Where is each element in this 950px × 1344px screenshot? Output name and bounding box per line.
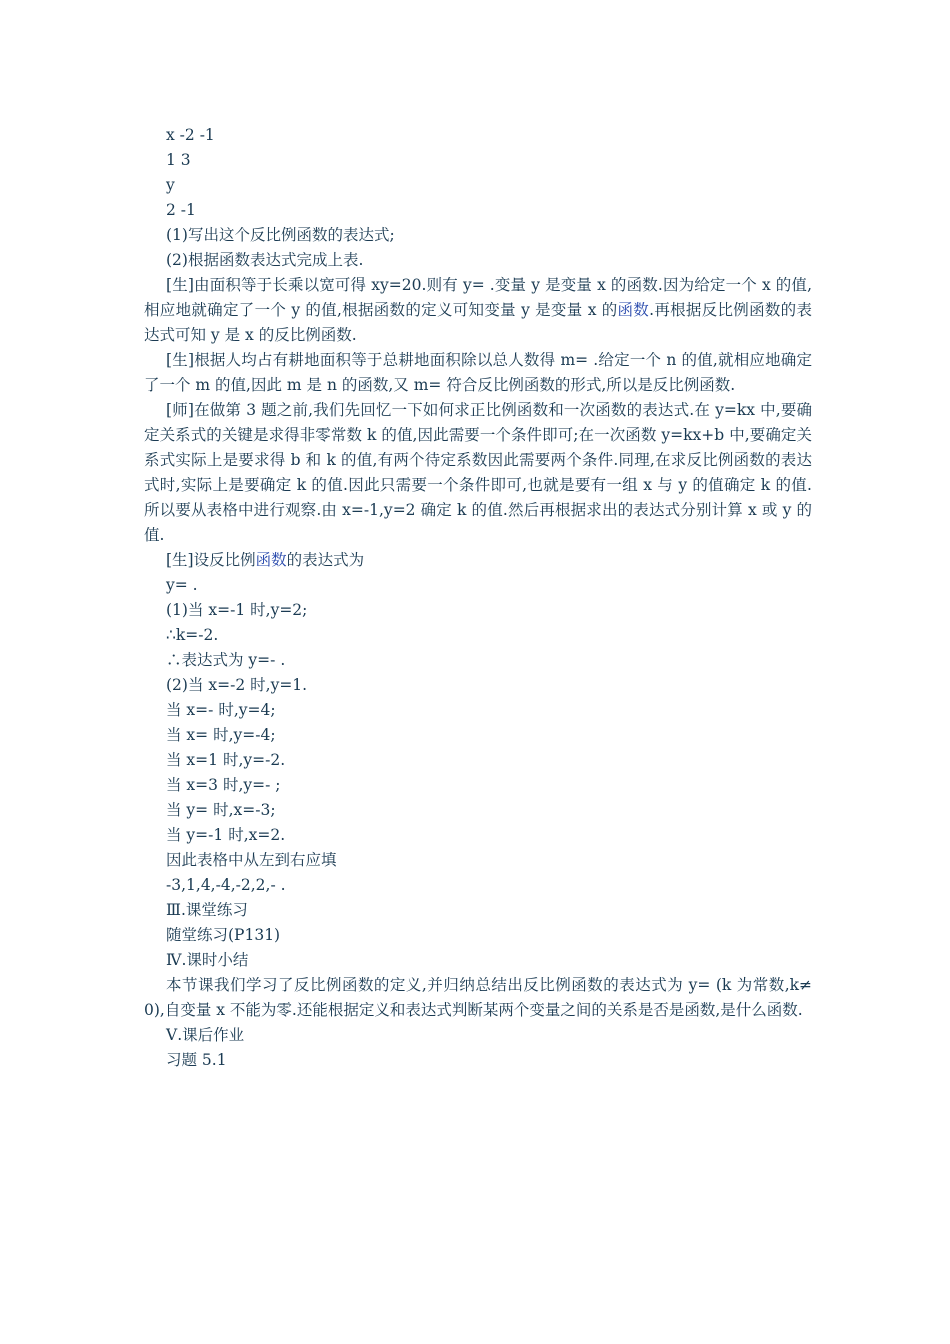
section-heading-homework: Ⅴ.课后作业 xyxy=(166,1026,245,1044)
practice-item: 随堂练习(P131) xyxy=(166,926,281,944)
question-1: (1)写出这个反比例函数的表达式; xyxy=(166,226,395,244)
function-link[interactable]: 函数 xyxy=(255,551,287,569)
paragraph-farmland: [生]根据人均占有耕地面积等于总耕地面积除以总人数得 m= .给定一个 n 的值,就相应地确定了一个 m 的值,因此 m 是 n 的函数,又 m= 符合反比例函数的形式,所以是反比例函数. xyxy=(144,351,812,394)
solution-line: -3,1,4,-4,-2,2,- . xyxy=(166,876,286,894)
paragraph-teacher: [师]在做第 3 题之前,我们先回忆一下如何求正比例函数和一次函数的表达式.在 y=kx 中,要确定关系式的关键是求得非零常数 k 的值,因此需要一个条件即可;在一次函数 y=kx+b 中,要确定关系式实际上是要求得 b 和 k 的值,有两个待定系数因此需要两个条件.同理,在求反比例函数的表达式时,实际上是要确定 k 的值.因此只需要一个条件即可,也就是要有一组 x 与 y 的值确定 k 的值.所以要从表格中进行观察.由 x=-1,y=2 确定 k 的值.然后再根据求出的表达式分别计算 x 或 y 的值. xyxy=(144,401,812,544)
homework-item: 习题 5.1 xyxy=(166,1051,227,1069)
table-row-x: x -2 -1 xyxy=(166,126,215,144)
solution-line: ∴k=-2. xyxy=(166,626,219,644)
solution-line: 当 x=1 时,y=-2. xyxy=(166,751,286,769)
paragraph-summary: 本节课我们学习了反比例函数的定义,并归纳总结出反比例函数的表达式为 y= (k 为常数,k≠0),自变量 x 不能为零.还能根据定义和表达式判断某两个变量之间的关系是否是函数,是什么函数. xyxy=(144,976,812,1019)
section-heading-summary: Ⅳ.课时小结 xyxy=(166,951,249,969)
section-heading-practice: Ⅲ.课堂练习 xyxy=(166,901,248,919)
solution-line: 当 x=3 时,y=- ; xyxy=(166,776,281,794)
solution-line: 当 y= 时,x=-3; xyxy=(166,801,276,819)
solution-line: 当 x= 时,y=-4; xyxy=(166,726,276,744)
question-2: (2)根据函数表达式完成上表. xyxy=(166,251,364,269)
table-row-x-cont: 1 3 xyxy=(166,151,191,169)
solution-line: (2)当 x=-2 时,y=1. xyxy=(166,676,308,694)
document-body xyxy=(144,123,812,1073)
solution-line: y= . xyxy=(166,576,198,594)
table-row-y: y xyxy=(166,176,175,194)
solution-line: 因此表格中从左到右应填 xyxy=(166,851,337,869)
solution-line: (1)当 x=-1 时,y=2; xyxy=(166,601,308,619)
student-answer-intro: [生]设反比例函数的表达式为 xyxy=(166,551,365,569)
function-link[interactable]: 函数 xyxy=(617,301,650,319)
table-row-y-cont: 2 -1 xyxy=(166,201,196,219)
solution-line: 当 x=- 时,y=4; xyxy=(166,701,276,719)
paragraph-area: [生]由面积等于长乘以宽可得 xy=20.则有 y= .变量 y 是变量 x 的函数.因为给定一个 x 的值,相应地就确定了一个 y 的值,根据函数的定义可知变量 y 是变量 x 的函数.再根据反比例函数的表达式可知 y 是 x 的反比例函数. xyxy=(144,276,812,344)
solution-line: ∴表达式为 y=- . xyxy=(166,651,286,669)
solution-line: 当 y=-1 时,x=2. xyxy=(166,826,286,844)
